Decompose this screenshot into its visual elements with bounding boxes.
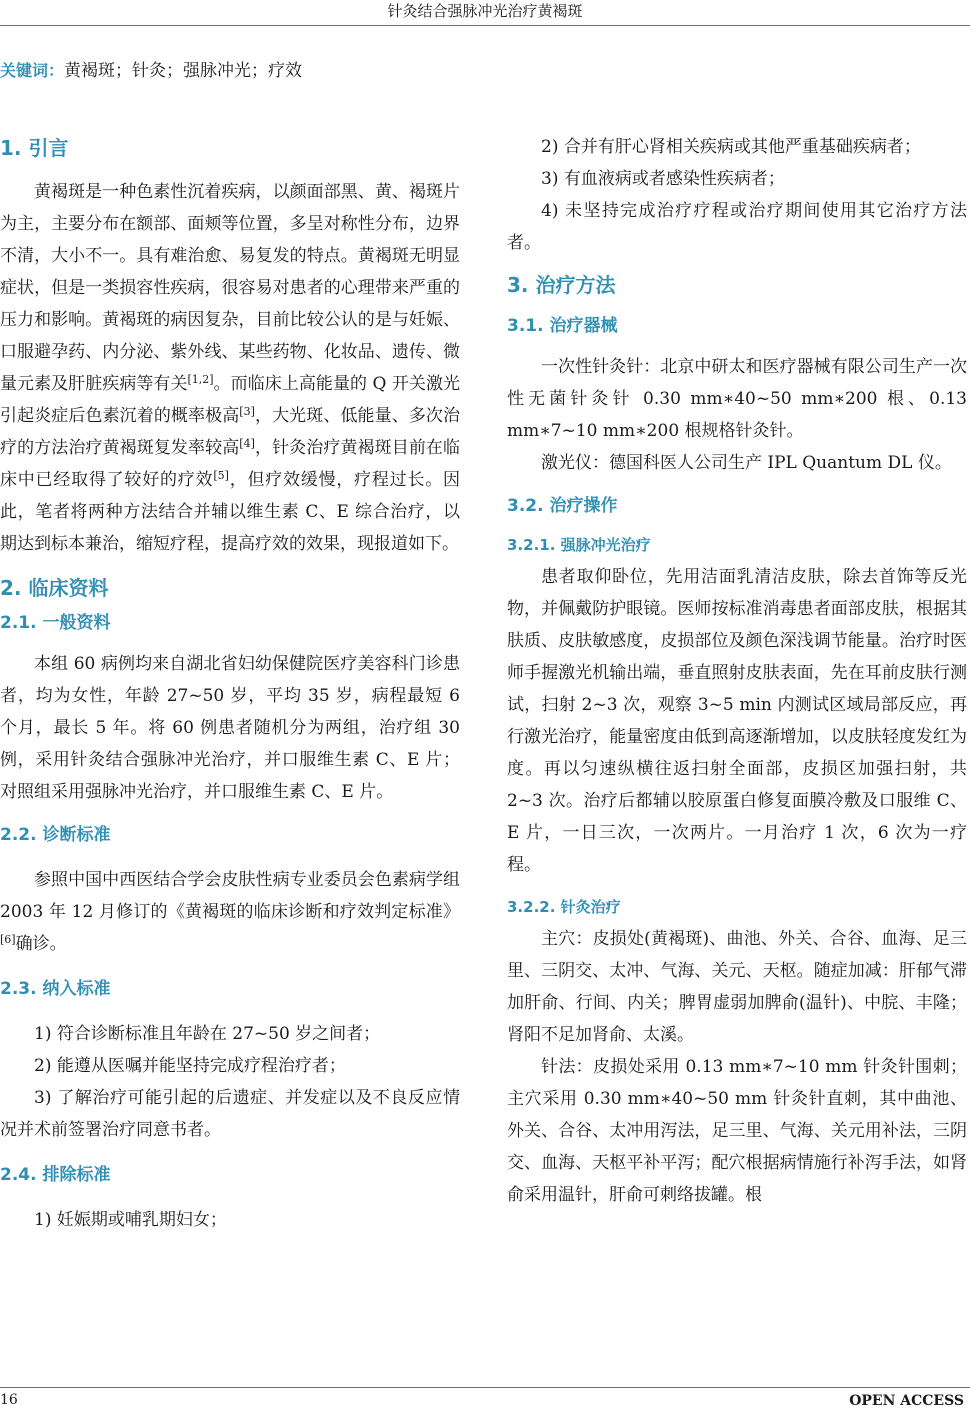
subsection-heading-operation: 3.2. 治疗操作 (507, 496, 618, 516)
subsection-heading-inclusion: 2.3. 纳入标准 (0, 979, 111, 999)
subsection-heading-exclusion: 2.4. 排除标准 (0, 1165, 111, 1185)
intro-text-d: ，针灸治疗黄褐斑目前在临床中已经取得了较好的疗效 (0, 438, 461, 490)
diagnosis-text-b: 确诊。 (15, 934, 67, 954)
intro-paragraph (0, 176, 460, 560)
keywords-line (0, 60, 302, 82)
general-paragraph: 本组 60 病例均来自湖北省妇幼保健院医疗美容科门诊患者，均为女性，年龄 27~50 岁，平均 35 岁，病程最短 6 个月，最长 5 年。将 60 例患者随机分为两组，治疗组 30 例，采用针灸结合强脉冲光治疗，并口服维生素 C、E 片；对照组采用强脉冲光治疗，并口服维生素 C、E 片。 (0, 654, 460, 802)
citation-ref[interactable]: [6] (0, 933, 16, 946)
exclusion-item: 4) 未坚持完成治疗疗程或治疗期间使用其它治疗方法者。 (507, 201, 967, 253)
section-heading-treatment: 3. 治疗方法 (507, 273, 616, 297)
intro-text-e: ，但疗效缓慢，疗程过长。因此，笔者将两种方法结合并辅以维生素 C、E 综合治疗，以期达到标本兼治，缩短疗程，提高疗效的效果，现报道如下。 (0, 470, 461, 554)
diagnosis-text-a: 参照中国中西医结合学会皮肤性病专业委员会色素病学组 2003 年 12 月修订的《黄褐斑的临床诊断和疗效判定标准》 (0, 870, 460, 922)
exclusion-item: 2) 合并有肝心肾相关疾病或其他严重基础疾病者； (541, 137, 921, 157)
equipment-needle-paragraph: 一次性针灸针：北京中研太和医疗器械有限公司生产一次性无菌针灸针 0.30 mm∗40~50 mm∗200 根、0.13 mm∗7~10 mm∗200 根规格针灸针。 (507, 357, 967, 441)
section-heading-intro: 1. 引言 (0, 136, 69, 160)
section-heading-clinical: 2. 临床资料 (0, 576, 109, 600)
inclusion-item: 3) 了解治疗可能引起的后遗症、并发症以及不良反应情况并术前签署治疗同意书者。 (0, 1088, 460, 1140)
needling-paragraph: 针法：皮损处采用 0.13 mm∗7~10 mm 针灸针围刺；主穴采用 0.30 mm∗40~50 mm 针灸针直刺，其中曲池、外关、合谷、太冲用泻法，足三里、气海、关元用补法，三阴交、血海、天枢平补平泻；配穴根据病情施行补泻手法，如肾俞采用温针，肝俞可刺络拔罐。根 (507, 1057, 967, 1205)
right-column (507, 131, 967, 1211)
intro-text-b: 。而临床上高能量的 Q 开关激光引起炎症后色素沉着的概率极高 (0, 374, 460, 426)
exclusion-item: 1) 妊娠期或哺乳期妇女； (34, 1210, 227, 1230)
intro-text-c: ，大光斑、低能量、多次治疗的方法治疗黄褐斑复发率较高 (0, 406, 461, 458)
citation-ref[interactable]: [3] (239, 405, 255, 418)
header-rule (0, 25, 970, 26)
left-column (0, 128, 460, 1236)
page-number: 16 (0, 1392, 18, 1408)
keywords-text: 黄褐斑；针灸；强脉冲光；疗效 (64, 61, 303, 81)
subsection-heading-equipment: 3.1. 治疗器械 (507, 316, 618, 336)
diagnosis-paragraph (0, 864, 460, 960)
citation-ref[interactable]: [4] (239, 437, 255, 450)
ipl-paragraph: 患者取仰卧位，先用洁面乳清洁皮肤，除去首饰等反光物，并佩戴防护眼镜。医师按标准消毒患者面部皮肤，根据其肤质、皮肤敏感度，皮损部位及颜色深浅调节能量。治疗时医师手握激光机输出端，垂直照射皮肤表面，先在耳前皮肤行测试，扫射 2~3 次，观察 3~5 min 内测试区域局部反应，再行激光治疗，能量密度由低到高逐渐增加，以皮肤轻度发红为度。再以匀速纵横往返扫射全面部，皮损区加强扫射，共 2~3 次。治疗后都辅以胶原蛋白修复面膜冷敷及口服维 C、E 片，一日三次，一次两片。一月治疗 1 次，6 次为一疗程。 (507, 567, 967, 875)
running-header: 针灸结合强脉冲光治疗黄褐斑 (387, 2, 583, 20)
equipment-laser-paragraph: 激光仪：德国科医人公司生产 IPL Quantum DL 仪。 (541, 453, 952, 473)
open-access-label: OPEN ACCESS (849, 1393, 964, 1409)
acupoints-paragraph: 主穴：皮损处(黄褐斑)、曲池、外关、合谷、血海、足三里、三阴交、太冲、气海、关元、天枢。随症加减：肝郁气滞加肝俞、行间、内关；脾胃虚弱加脾俞(温针)、中脘、丰隆；肾阳不足加肾俞、太溪。 (507, 929, 967, 1045)
subsubsection-heading-acupuncture: 3.2.2. 针灸治疗 (507, 898, 621, 916)
subsubsection-heading-ipl: 3.2.1. 强脉冲光治疗 (507, 536, 651, 554)
citation-ref[interactable]: [1,2] (187, 373, 214, 386)
subsection-heading-general: 2.1. 一般资料 (0, 613, 111, 633)
citation-ref[interactable]: [5] (213, 469, 229, 482)
exclusion-item: 3) 有血液病或者感染性疾病者； (541, 169, 785, 189)
inclusion-item: 2) 能遵从医嘱并能坚持完成疗程治疗者； (34, 1056, 346, 1076)
subsection-heading-diagnosis: 2.2. 诊断标准 (0, 825, 111, 845)
footer-rule (0, 1387, 970, 1388)
intro-text-a: 黄褐斑是一种色素性沉着疾病，以颜面部黑、黄、褐斑片为主，主要分布在额部、面颊等位置，多呈对称性分布，边界不清，大小不一。具有难治愈、易复发的特点。黄褐斑无明显症状，但是一类损容性疾病，很容易对患者的心理带来严重的压力和影响。黄褐斑的病因复杂，目前比较公认的是与妊娠、口服避孕药、内分泌、紫外线、某些药物、化妆品、遗传、微量元素及肝脏疾病等有关 (0, 182, 460, 394)
inclusion-item: 1) 符合诊断标准且年龄在 27~50 岁之间者； (34, 1024, 381, 1044)
keywords-label: 关键词： (0, 61, 65, 80)
